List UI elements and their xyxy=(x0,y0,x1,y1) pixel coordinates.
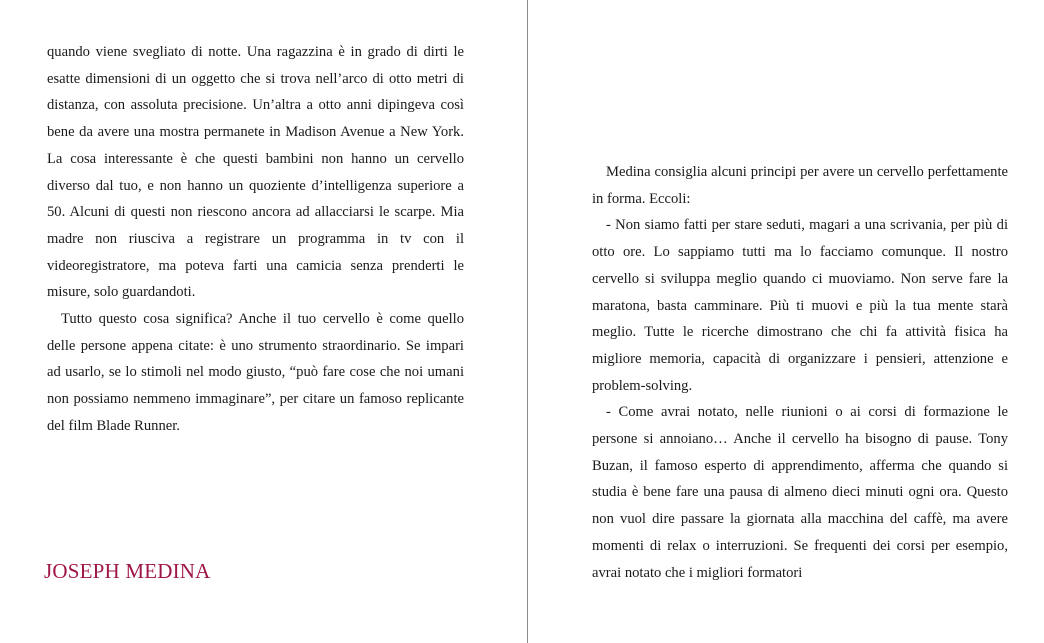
list-item: - Come avrai notato, nelle riunioni o ai corsi di formazione le persone si annoiano… Anche il cervello ha bisogno di pause. Tony Buzan, il famoso esperto di apprendimento, afferma che quando si studia è bene fare una pausa di almeno dieci minuti ogni ora. Questo non vuol dire passare la giornata alla macchina del caffè, ma avere momenti di relax o interruzioni. Se frequenti dei corsi per esempio, avrai notato che i migliori formatori xyxy=(592,404,1008,581)
right-page-body xyxy=(592,159,1008,586)
paragraph: Medina consiglia alcuni principi per avere un cervello perfettamente in forma. Eccoli: xyxy=(592,164,1008,207)
right-page xyxy=(528,0,1044,643)
left-page-body xyxy=(47,39,464,440)
paragraph: Tutto questo cosa significa? Anche il tuo cervello è come quello delle persone appena citate: è uno strumento straordinario. Se impari ad usarlo, se lo stimoli nel modo giusto, “può fare cose che noi umani non possiamo nemmeno immaginare”, per citare un famoso replicante del film Blade Runner. xyxy=(47,311,464,434)
paragraph: quando viene svegliato di notte. Una ragazzina è in grado di dirti le esatte dimensioni di un oggetto che si trova nell’arco di otto metri di distanza, con assoluta precisione. Un’altra a otto anni dipingeva così bene da avere una mostra permanete in Madison Avenue a New York. La cosa interessante è che questi bambini non hanno un cervello diverso dal tuo, e non hanno un quoziente d’intelligenza superiore a 50. Alcuni di questi non riescono ancora ad allacciarsi le scarpe. Mia madre non riusciva a registrare un programma in tv con il videoregistratore, ma poteva farti una camicia senza prenderti le misure, solo guardandoti. xyxy=(47,44,464,301)
list-item: - Non siamo fatti per stare seduti, magari a una scrivania, per più di otto ore. Lo sappiamo tutti ma lo facciamo comunque. Il nostro cervello si sviluppa meglio quando ci muoviamo. Non serve fare la maratona, basta camminare. Più ti muovi e più la tua mente starà meglio. Tutte le ricerche dimostrano che chi fa attività fisica ha migliore memoria, capacità di organizzare i pensieri, attenzione e problem-solving. xyxy=(592,217,1008,394)
section-heading: JOSEPH MEDINA xyxy=(44,559,211,583)
